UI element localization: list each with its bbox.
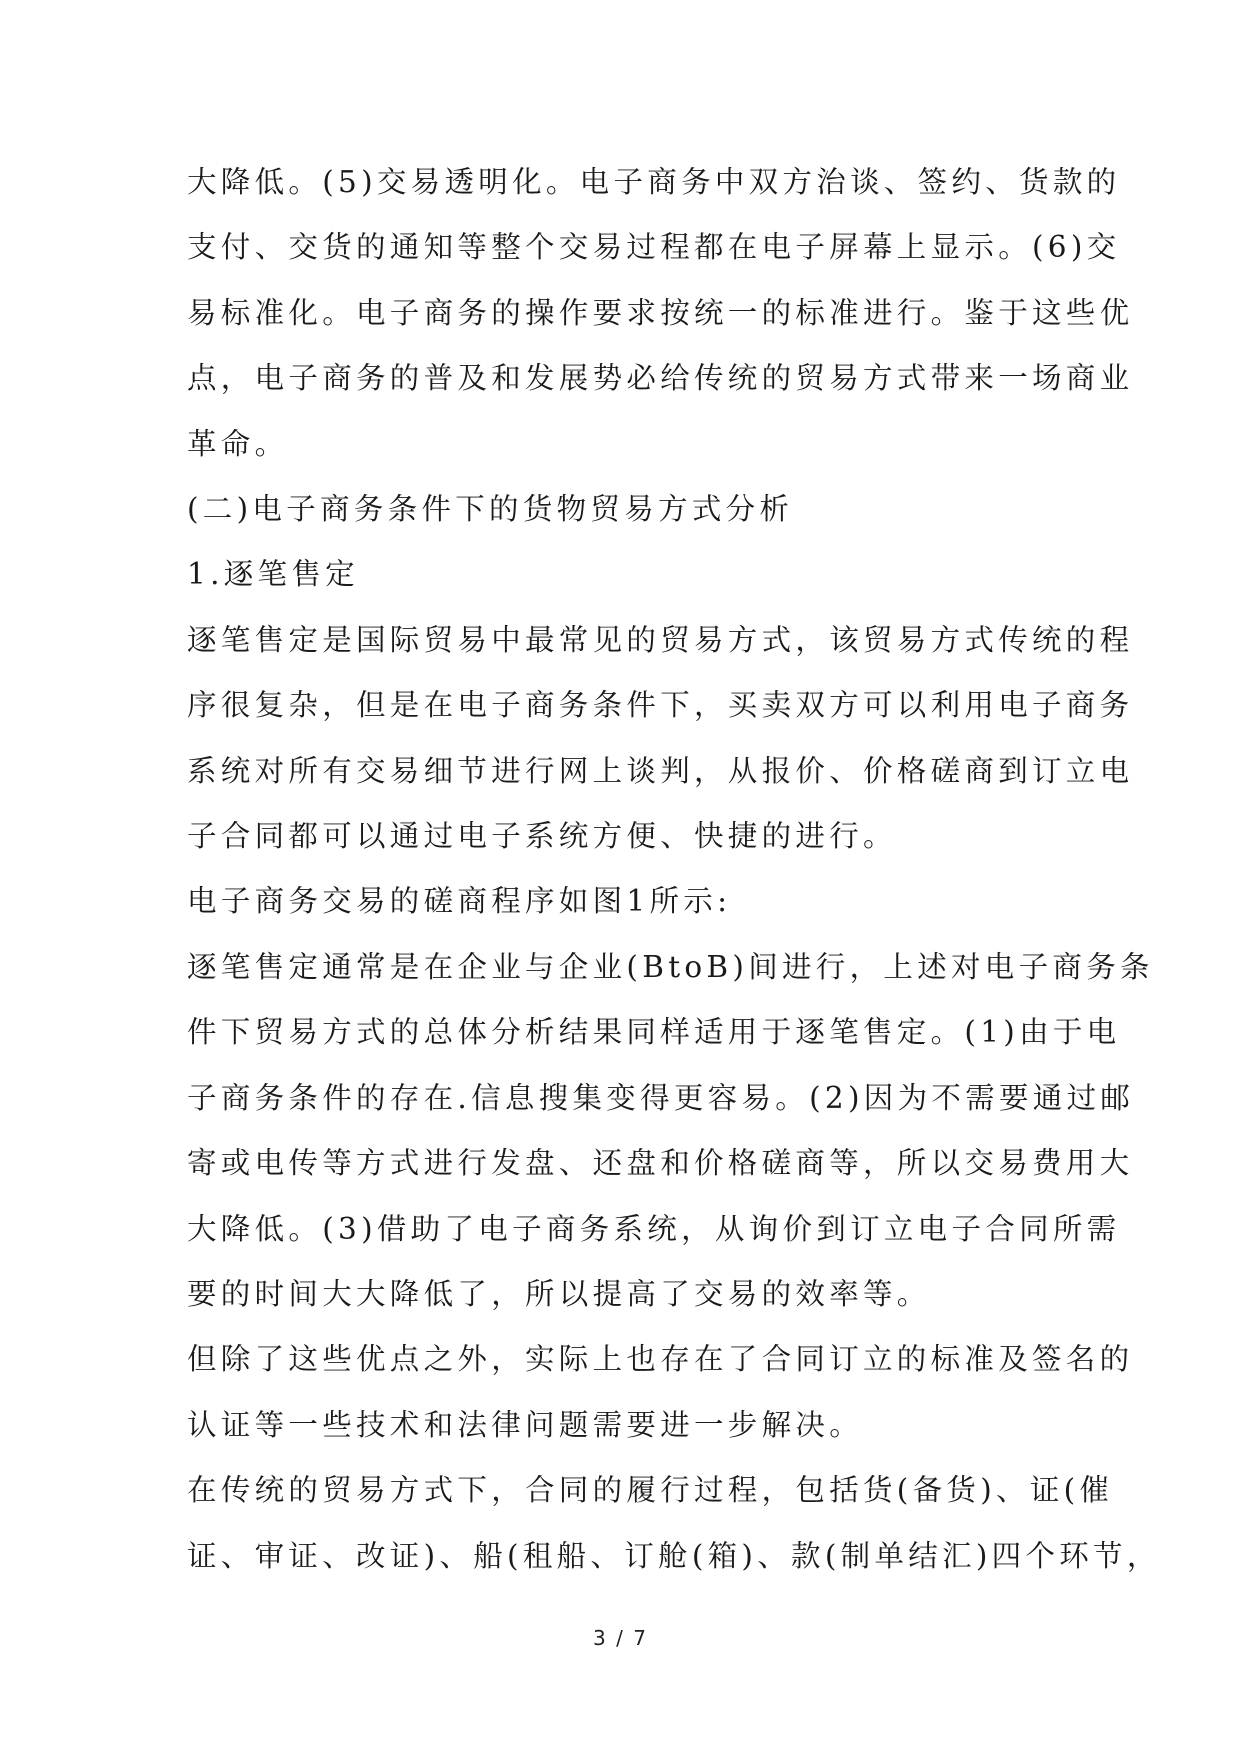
page-number: 3 / 7 (593, 1626, 648, 1650)
text-line: 在传统的贸易方式下，合同的履行过程，包括货(备货)、证(催 (187, 1473, 1114, 1508)
text-line: 子商务条件的存在.信息搜集变得更容易。(2)因为不需要通过邮 (187, 1080, 1135, 1115)
text-line: 子合同都可以通过电子系统方便、快捷的进行。 (187, 819, 897, 854)
text-line: 序很复杂，但是在电子商务条件下，买卖双方可以利用电子商务 (187, 688, 1134, 723)
text-line: 支付、交货的通知等整个交易过程都在电子屏幕上显示。(6)交 (187, 230, 1121, 265)
text-line: 证、审证、改证)、船(租船、订舱(箱)、款(制单结汇)四个环节， (187, 1538, 1161, 1573)
text-line: 易标准化。电子商务的操作要求按统一的标准进行。鉴于这些优 (187, 295, 1134, 330)
document-body (187, 150, 1161, 1589)
text-line: 认证等一些技术和法律问题需要进一步解决。 (187, 1407, 864, 1442)
text-line: 革命。 (187, 426, 289, 461)
text-line: 电子商务交易的磋商程序如图1所示: (187, 884, 732, 919)
section-heading: (二)电子商务条件下的货物贸易方式分析 (187, 492, 794, 527)
text-line: 逐笔售定是国际贸易中最常见的贸易方式，该贸易方式传统的程 (187, 622, 1134, 657)
text-line: 大降低。(5)交易透明化。电子商务中双方治谈、签约、货款的 (187, 165, 1121, 199)
text-line: 系统对所有交易细节进行网上谈判，从报价、价格磋商到订立电 (187, 753, 1134, 788)
text-line: 要的时间大大降低了，所以提高了交易的效率等。 (187, 1276, 931, 1311)
text-line: 但除了这些优点之外，实际上也存在了合同订立的标准及签名的 (187, 1342, 1134, 1377)
subsection-heading: 1.逐笔售定 (187, 557, 359, 592)
text-line: 逐笔售定通常是在企业与企业(BtoB)间进行，上述对电子商务条 (187, 949, 1154, 984)
text-line: 件下贸易方式的总体分析结果同样适用于逐笔售定。(1)由于电 (187, 1015, 1121, 1050)
text-line: 寄或电传等方式进行发盘、还盘和价格磋商等，所以交易费用大 (187, 1146, 1134, 1181)
text-line: 点，电子商务的普及和发展势必给传统的贸易方式带来一场商业 (187, 361, 1134, 396)
text-line: 大降低。(3)借助了电子商务系统，从询价到订立电子合同所需 (187, 1211, 1121, 1246)
